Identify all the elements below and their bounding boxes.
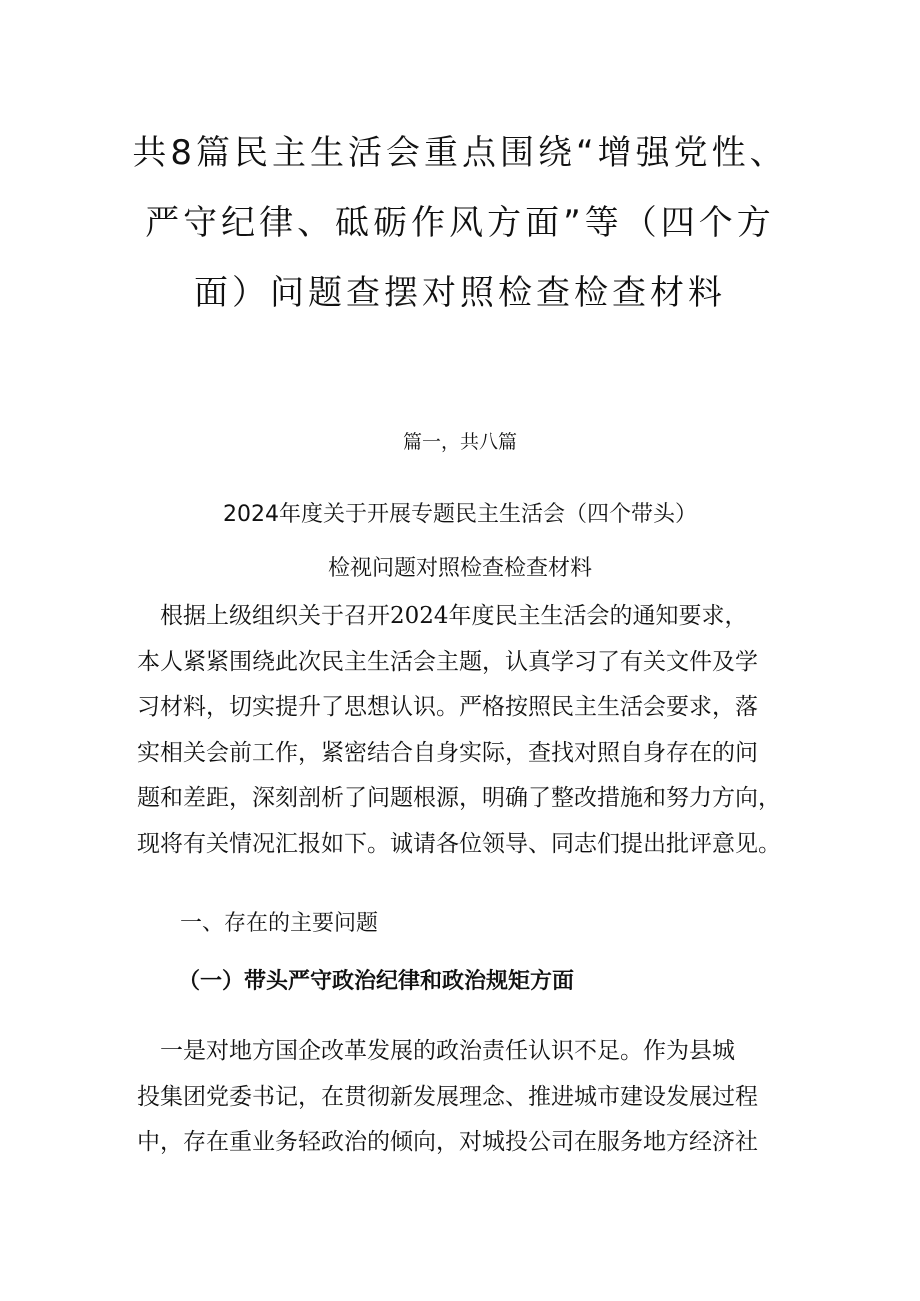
paragraph-line: 题和差距，深刻剖析了问题根源，明确了整改措施和努力方向，	[137, 785, 781, 811]
paragraph-line: 本人紧紧围绕此次民主生活会主题，认真学习了有关文件及学	[137, 648, 758, 675]
paragraph-line: 一是对地方国企改革发展的政治责任认识不足。作为县城	[137, 1038, 735, 1064]
paragraph-line: 习材料，切实提升了思想认识。严格按照民主生活会要求，落	[137, 694, 758, 720]
main-title-line: 共8篇民主生活会重点围绕“增强党性、	[132, 133, 788, 173]
sub-title-line: 检视问题对照检查检查材料	[327, 556, 592, 581]
paragraph-line: 中，存在重业务轻政治的倾向，对城投公司在服务地方经济社	[137, 1129, 758, 1155]
problem-paragraph	[137, 1029, 791, 1166]
section-label: 篇一，共八篇	[402, 431, 517, 453]
main-title-line: 面）问题查摆对照检查检查材料	[194, 273, 726, 313]
main-title	[110, 118, 810, 328]
section-heading: 一、存在的主要问题	[180, 911, 379, 936]
main-title-line: 严守纪律、砥砺作风方面”等（四个方	[145, 203, 775, 243]
paragraph-line: 现将有关情况汇报如下。诚请各位领导、同志们提出批评意见。	[137, 830, 781, 857]
intro-paragraph	[137, 594, 791, 867]
subsection-heading: （一）带头严守政治纪律和政治规矩方面	[178, 968, 575, 994]
paragraph-line: 投集团党委书记，在贯彻新发展理念、推进城市建设发展过程	[137, 1083, 758, 1110]
paragraph-line: 实相关会前工作，紧密结合自身实际，查找对照自身存在的问	[137, 739, 758, 766]
sub-title	[0, 488, 920, 596]
paragraph-line: 根据上级组织关于召开2024年度民主生活会的通知要求，	[137, 603, 748, 629]
sub-title-line: 2024年度关于开展专题民主生活会（四个带头）	[223, 502, 697, 527]
